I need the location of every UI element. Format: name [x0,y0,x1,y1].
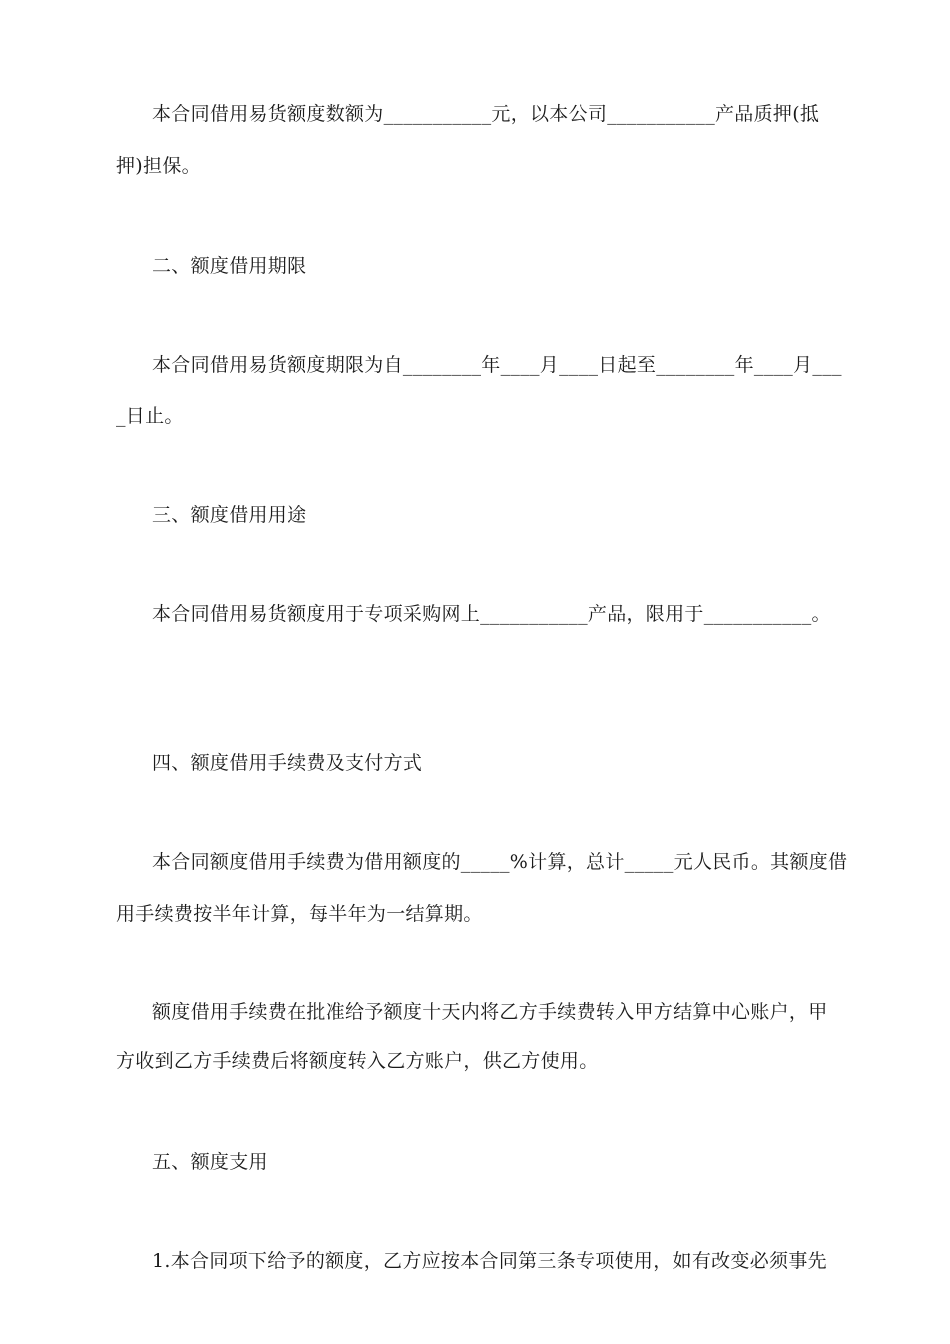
section-1-paragraph-line-1: 本合同借用易货额度数额为___________元，以本公司___________产品质押(抵 [152,103,820,125]
section-1-paragraph-line-2: 押)担保。 [116,155,201,177]
section-2-heading: 二、额度借用期限 [152,255,307,277]
section-4-paragraph-1-line-2: 用手续费按半年计算，每半年为一结算期。 [116,903,483,925]
section-2-paragraph-line-2: _日止。 [116,405,184,427]
section-4-paragraph-2-line-1: 额度借用手续费在批准给予额度十天内将乙方手续费转入甲方结算中心账户，甲 [152,1001,828,1023]
section-2-paragraph-line-1: 本合同借用易货额度期限为自________年____月____日起至________年____月___ [152,354,842,376]
section-4-heading: 四、额度借用手续费及支付方式 [152,752,423,774]
section-5-item-1-line-1: 1.本合同项下给予的额度，乙方应按本合同第三条专项使用，如有改变必须事先 [152,1250,827,1272]
section-5-heading: 五、额度支用 [152,1151,268,1173]
section-4-paragraph-1-line-1: 本合同额度借用手续费为借用额度的_____%计算，总计_____元人民币。其额度借 [152,851,848,873]
section-3-paragraph-line-1: 本合同借用易货额度用于专项采购网上___________产品，限用于___________。 [152,603,831,625]
section-4-paragraph-2-line-2: 方收到乙方手续费后将额度转入乙方账户，供乙方使用。 [116,1050,599,1072]
section-3-heading: 三、额度借用用途 [152,504,307,526]
